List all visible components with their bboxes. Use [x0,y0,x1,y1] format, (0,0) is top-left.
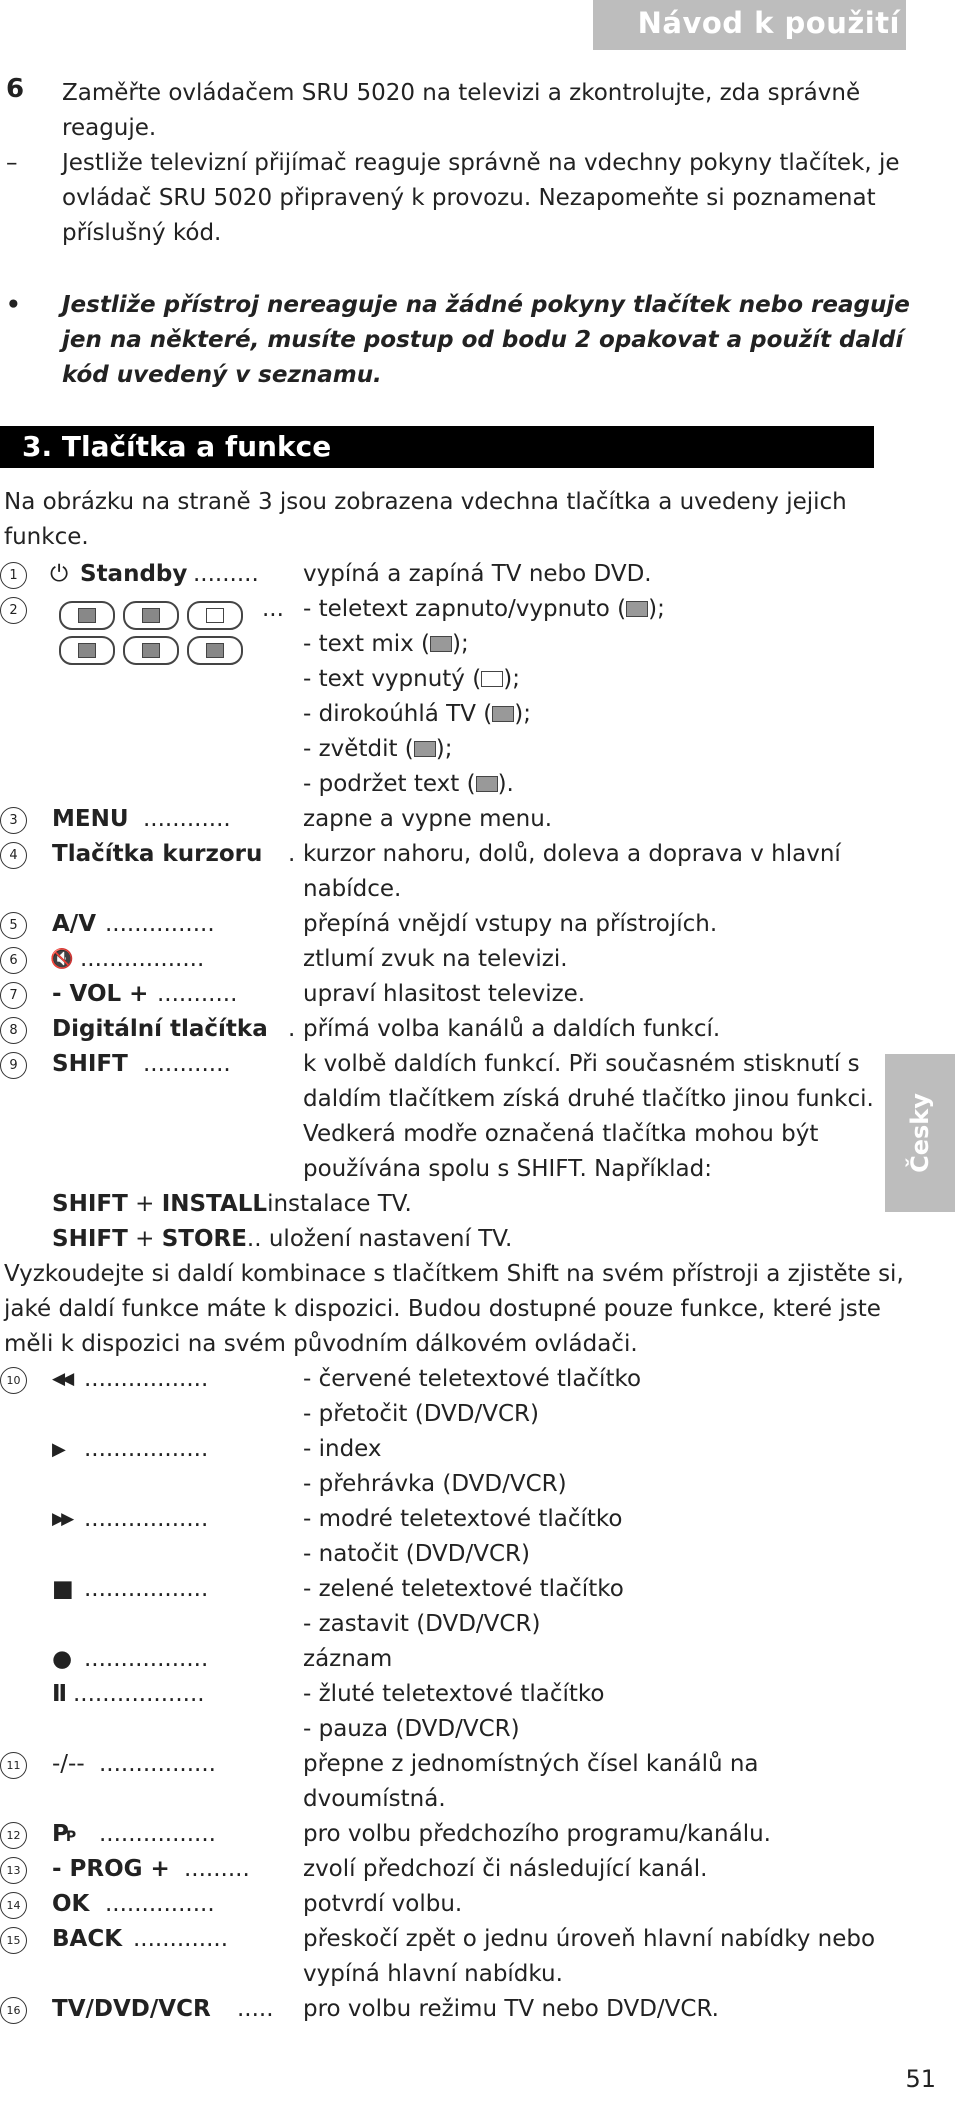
record-icon: ● [52,1646,73,1672]
leader-dots: . [288,841,296,867]
page-number: 51 [905,2065,936,2093]
fast-forward-icon: ▶▶ [52,1509,71,1529]
key-description: vypíná hlavní nabídku. [303,1961,563,1987]
key-name: - PROG + [52,1856,170,1882]
key-description: pro volbu režimu TV nebo DVD/VCR. [303,1996,719,2022]
key-name: PP [52,1821,77,1847]
teletext-button-icon [59,601,115,630]
language-tab-label: Česky [906,1093,934,1173]
key-description: k volbě daldích funkcí. Při současném stisknutí s [303,1051,860,1077]
shift-combo: SHIFT + INSTALLinstalace TV. [52,1191,412,1217]
leader-dots: ............. [133,1926,229,1952]
key-description: - text mix ( ); [303,631,469,657]
key-description: - podržet text ( ). [303,771,514,797]
key-description: - zastavit (DVD/VCR) [303,1611,541,1637]
leader-dots: ................. [80,946,205,972]
key-name: TV/DVD/VCR [52,1996,211,2022]
section-title: 3. Tlačítka a funkce [22,430,332,463]
step-text: Jestliže televizní přijímač reaguje správně na vdechny pokyny tlačítek, je [62,150,900,176]
leader-dots: ... [262,596,284,622]
key-description: - červené teletextové tlačítko [303,1366,642,1392]
key-description: ztlumí zvuk na televizi. [303,946,568,972]
dash-marker: – [6,150,18,176]
bullet-marker: • [6,292,21,318]
step-text: příslušný kód. [62,220,222,246]
key-description: - přehrávka (DVD/VCR) [303,1471,567,1497]
warning-text: kód uvedený v seznamu. [62,362,382,388]
hold-text-icon [476,776,498,792]
key-description: zapne a vypne menu. [303,806,553,832]
item-number-badge: 3 [0,807,27,834]
key-description: kurzor nahoru, dolů, doleva a doprava v hlavní [303,841,841,867]
key-name: A/V [52,911,97,937]
key-description: - přetočit (DVD/VCR) [303,1401,539,1427]
step-text: ovládač SRU 5020 připravený k provozu. Nezapomeňte si poznamenat [62,185,876,211]
key-description: používána spolu s SHIFT. Například: [303,1156,712,1182]
leader-dots: ................ [99,1751,216,1777]
play-icon: ▶ [52,1439,66,1460]
key-description: - natočit (DVD/VCR) [303,1541,530,1567]
leader-dots: ............ [143,1051,231,1077]
language-tab-label-wrap [885,1054,955,1212]
key-name: MENU [52,806,129,832]
warning-text: Jestliže přístroj nereaguje na žádné pokyny tlačítek nebo reaguje [62,292,910,318]
item-number-badge: 8 [0,1017,27,1044]
key-name: SHIFT [52,1051,128,1077]
leader-dots: ................. [84,1366,209,1392]
key-description: přímá volba kanálů a daldích funkcí. [303,1016,721,1042]
leader-dots: ............... [105,911,215,937]
item-number-badge: 16 [0,1997,27,2024]
leader-dots: ..... [237,1996,274,2022]
key-name: Digitální tlačítka [52,1016,268,1042]
item-number-badge: 11 [0,1752,27,1779]
key-description: - text vypnutý ( ); [303,666,520,692]
leader-dots: ........... [157,981,238,1007]
leader-dots: ................. [84,1436,209,1462]
item-number-badge: 9 [0,1052,27,1079]
mute-icon: 🔇 [50,948,74,970]
key-description: vypíná a zapíná TV nebo DVD. [303,561,652,587]
pause-icon: II [52,1681,66,1707]
item-number-badge: 12 [0,1822,27,1849]
rewind-icon: ◀◀ [52,1369,71,1389]
key-description: přepne z jednomístných čísel kanálů na [303,1751,759,1777]
key-name: Standby [80,561,188,587]
leader-dots: ................. [84,1506,209,1532]
key-description: - dirokoúhlá TV ( ); [303,701,531,727]
intro-text: Na obrázku na straně 3 jsou zobrazena vdechna tlačítka a uvedeny jejich [4,489,847,515]
key-description: nabídce. [303,876,402,902]
key-description: - pauza (DVD/VCR) [303,1716,520,1742]
standby-icon: ⏻ [50,561,69,587]
leader-dots: ......... [193,561,259,587]
zoom-icon [414,741,436,757]
key-description: - zelené teletextové tlačítko [303,1576,624,1602]
key-description: upraví hlasitost televize. [303,981,586,1007]
key-description: - žluté teletextové tlačítko [303,1681,605,1707]
key-description: Vedkerá modře označená tlačítka mohou být [303,1121,819,1147]
key-description: zvolí předchozí či následující kanál. [303,1856,708,1882]
key-description: - zvětdit ( ); [303,736,453,762]
leader-dots: ............ [143,806,231,832]
key-description: dvoumístná. [303,1786,446,1812]
text-mix-button-icon [123,601,179,630]
leader-dots: ............... [105,1891,215,1917]
leader-dots: .................. [73,1681,205,1707]
text-off-button-icon [187,601,243,630]
text-mix-icon [430,636,452,652]
key-description: - modré teletextové tlačítko [303,1506,623,1532]
step-number: 6 [6,74,25,104]
teletext-icon [626,601,648,617]
item-number-badge: 7 [0,982,27,1009]
leader-dots: ................. [84,1646,209,1672]
key-description: záznam [303,1646,393,1672]
text-off-icon [481,671,503,687]
page-header-title: Návod k použití [637,6,900,40]
shift-combo: SHIFT + STORE.. uložení nastavení TV. [52,1226,513,1252]
key-description: daldím tlačítkem získá druhé tlačítko jinou funkci. [303,1086,874,1112]
widescreen-button-icon [59,636,115,665]
leader-dots: ................ [99,1821,216,1847]
item-number-badge: 2 [0,597,27,624]
item-number-badge: 14 [0,1892,27,1919]
key-description: přepíná vnějdí vstupy na přístrojích. [303,911,718,937]
stop-icon: ■ [52,1576,74,1602]
item-number-badge: 5 [0,912,27,939]
leader-dots: . [288,1016,296,1042]
item-number-badge: 6 [0,947,27,974]
key-description: potvrdí volbu. [303,1891,463,1917]
key-description: - index [303,1436,382,1462]
step-text: reaguje. [62,115,157,141]
key-name: - VOL + [52,981,149,1007]
key-name: OK [52,1891,90,1917]
key-description: přeskočí zpět o jednu úroveň hlavní nabídky nebo [303,1926,876,1952]
item-number-badge: 15 [0,1927,27,1954]
paragraph-text: jaké daldí funkce máte k dispozici. Budou dostupné pouze funkce, které jste [4,1296,881,1322]
item-number-badge: 1 [0,562,27,589]
key-name: -/-- [52,1751,85,1777]
step-text: Zaměřte ovládačem SRU 5020 na televizi a zkontrolujte, zda správně [62,80,861,106]
leader-dots: ................. [84,1576,209,1602]
key-name: Tlačítka kurzoru [52,841,263,867]
leader-dots: ......... [184,1856,250,1882]
paragraph-text: Vyzkoudejte si daldí kombinace s tlačítkem Shift na svém přístroji a zjistěte si, [4,1261,904,1287]
warning-text: jen na některé, musíte postup od bodu 2 opakovat a použít daldí [62,327,904,353]
key-description: - teletext zapnuto/vypnuto ( ); [303,596,665,622]
item-number-badge: 13 [0,1857,27,1884]
key-name: BACK [52,1926,123,1952]
widescreen-icon [492,706,514,722]
key-description: pro volbu předchozího programu/kanálu. [303,1821,771,1847]
hold-button-icon [187,636,243,665]
paragraph-text: měli k dispozici na svém původním dálkovém ovládači. [4,1331,638,1357]
item-number-badge: 10 [0,1367,27,1394]
zoom-button-icon [123,636,179,665]
item-number-badge: 4 [0,842,27,869]
intro-text: funkce. [4,524,89,550]
